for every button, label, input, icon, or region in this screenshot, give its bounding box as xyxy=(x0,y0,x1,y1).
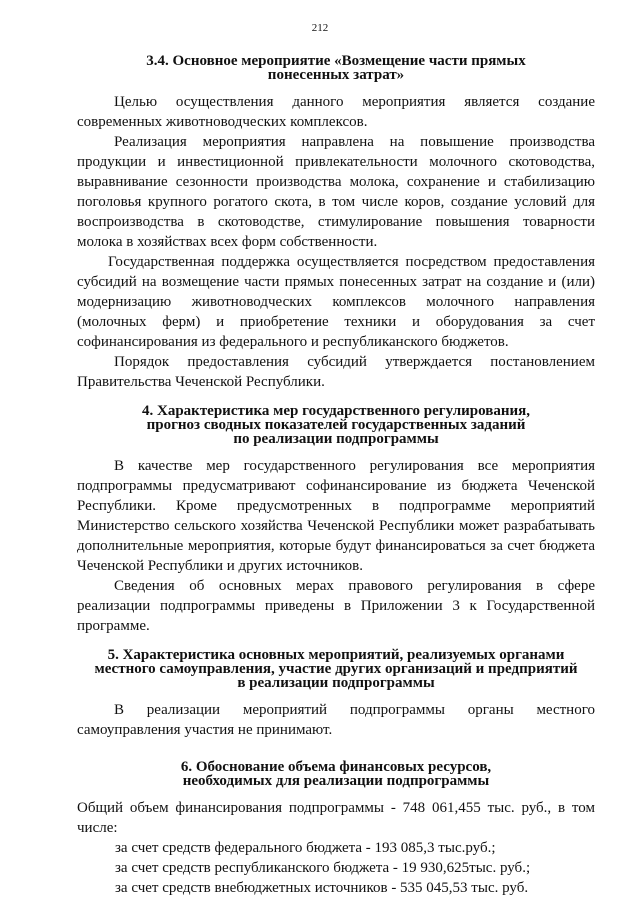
financing-item-federal: за счет средств федерального бюджета - 193 085,3 тыс.руб.; xyxy=(115,840,496,856)
paragraph: В реализации мероприятий подпрограммы органы местного самоуправления участия не принимают. xyxy=(77,702,595,738)
heading-line: 3.4. Основное мероприятие «Возмещение части прямых xyxy=(146,53,526,69)
page-number: 212 xyxy=(311,22,329,34)
heading-line: прогноз сводных показателей государственных заданий xyxy=(146,417,526,433)
heading-line: 5. Характеристика основных мероприятий, реализуемых органами xyxy=(107,647,565,663)
section-heading-6 xyxy=(77,760,595,788)
heading-line: 4. Характеристика мер государственного регулирования, xyxy=(142,403,530,419)
heading-line: понесенных затрат» xyxy=(267,67,405,83)
financing-item-republican: за счет средств республиканского бюджета - 19 930,625тыс. руб.; xyxy=(115,860,531,876)
heading-line: 6. Обоснование объема финансовых ресурсов, xyxy=(180,759,492,775)
section-heading-4 xyxy=(77,404,595,446)
paragraph: Целью осуществления данного мероприятия является создание современных животноводческих комплексов. xyxy=(77,94,595,130)
paragraph: Сведения об основных мерах правового регулирования в сфере реализации подпрограммы приведены в Приложении 3 к Государственной программе. xyxy=(77,578,595,634)
paragraph: Государственная поддержка осуществляется посредством предоставления субсидий на возмещение части прямых понесенных затрат на создание и (или) модернизацию животноводческих комплексов молочного направления (молочных ферм) и приобретение техники и оборудования за счет софинансирования из федерального и республиканского бюджетов. xyxy=(77,254,595,350)
section-heading-5 xyxy=(77,648,595,690)
financing-intro: Общий объем финансирования подпрограммы - 748 061,455 тыс. руб., в том числе: xyxy=(77,800,595,836)
heading-line: местного самоуправления, участие других организаций и предприятий xyxy=(94,661,578,677)
section-heading-3-4 xyxy=(77,54,595,82)
heading-line: необходимых для реализации подпрограммы xyxy=(182,773,490,789)
paragraph: Реализация мероприятия направлена на повышение производства продукции и инвестиционной привлекательности молочного скотоводства, выравнивание сезонности производства молока, сохранение и стабилизацию поголовья крупного рогатого скота, в том числе коров, создание условий для воспроизводства в скотоводстве, стимулирование повышения товарности молока в хозяйствах всех форм собственности. xyxy=(77,134,595,250)
document-body xyxy=(77,54,595,898)
financing-item-extrabudgetary: за счет средств внебюджетных источников - 535 045,53 тыс. руб. xyxy=(115,880,529,896)
paragraph: В качестве мер государственного регулирования все мероприятия подпрограммы предусматривают софинансирование из бюджета Чеченской Республики. Кроме предусмотренных в подпрограмме мероприятий Министерство сельского хозяйства Чеченской Республики может разрабатывать дополнительные мероприятия, которые будут финансироваться за счет бюджета Чеченской Республики и других источников. xyxy=(77,458,595,574)
heading-line: по реализации подпрограммы xyxy=(233,431,439,447)
heading-line: в реализации подпрограммы xyxy=(237,675,435,691)
paragraph: Порядок предоставления субсидий утверждается постановлением Правительства Чеченской Республики. xyxy=(77,354,595,390)
